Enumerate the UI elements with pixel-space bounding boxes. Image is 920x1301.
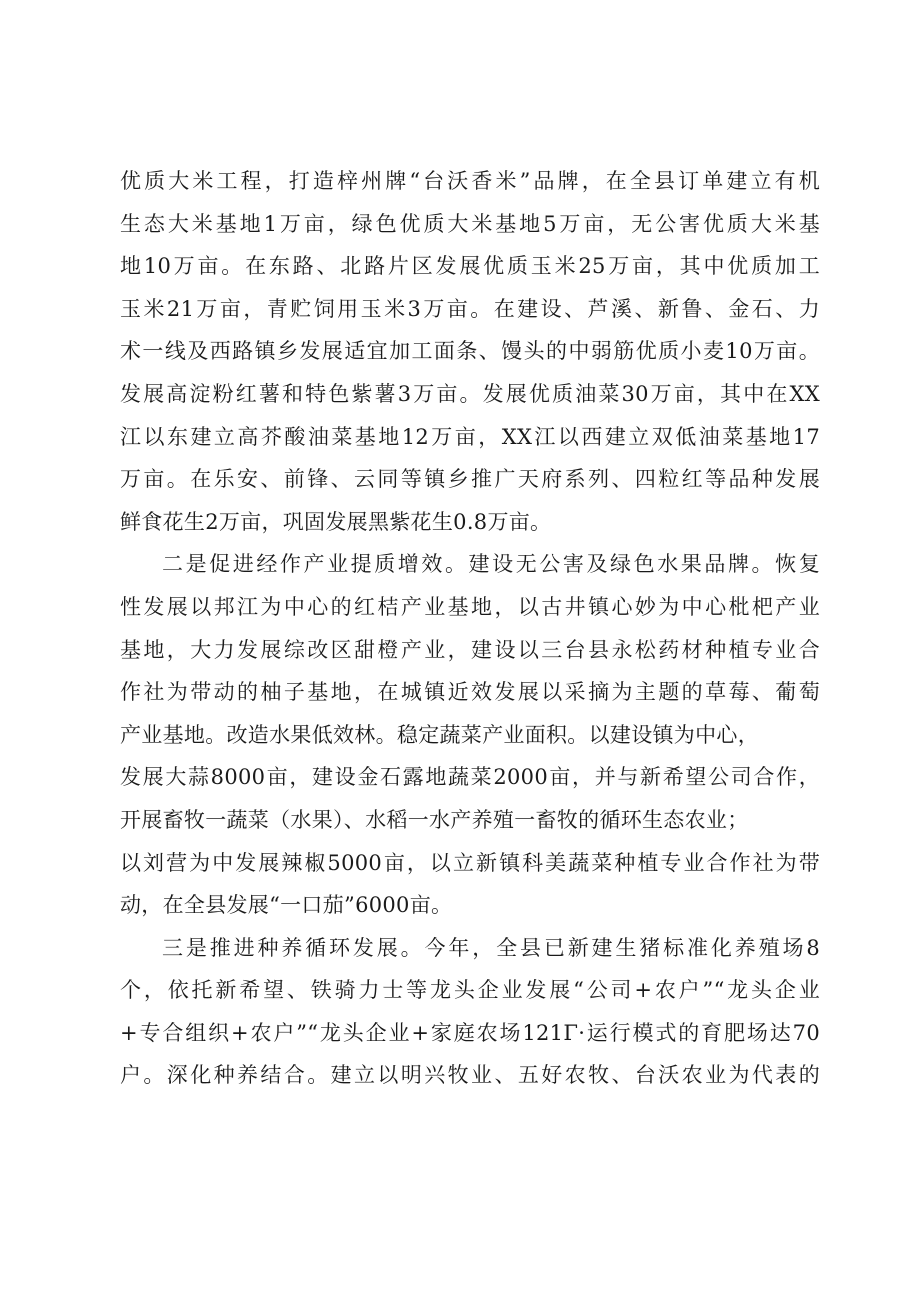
text-line: 万亩。在乐安、前锋、云同等镇乡推广天府系列、四粒红等品种发展 (120, 467, 820, 492)
text-line: 作社为带动的柚子基地，在城镇近效发展以采摘为主题的草莓、葡萄 (120, 680, 820, 705)
text-line: 基地，大力发展综改区甜橙产业，建设以三台县永松药材种植专业合 (120, 637, 820, 662)
text-line: 优质大米工程，打造梓州牌“台沃香米”品牌，在全县订单建立有机 (120, 169, 820, 193)
text-line: 性发展以邦江为中心的红桔产业基地，以古井镇心妙为中心枇杷产业 (120, 594, 820, 619)
document-body (120, 160, 820, 1097)
text-line: 户。深化种养结合。建立以明兴牧业、五好农牧、台沃农业为代表的 (120, 1063, 820, 1088)
text-line: 发展大蒜8000亩，建设金石露地蔬菜2000亩，并与新希望公司合作， (120, 765, 820, 790)
text-line: 开展畜牧一蔬菜（水果）、水稻一水产养殖一畜牧的循环生态农业； (120, 807, 749, 832)
text-line: 产业基地。改造水果低效林。稳定蔬菜产业面积。以建设镇为中心， (120, 722, 759, 747)
text-line: 个，依托新希望、铁骑力士等龙头企业发展“公司+农户”“龙头企业 (120, 978, 820, 1003)
text-line: 玉米21万亩，青贮饲用玉米3万亩。在建设、芦溪、新鲁、金石、力 (120, 296, 820, 321)
text-line: 动，在全县发展“一口茄”6000亩。 (120, 893, 453, 918)
text-line: 二是促进经作产业提质增效。建设无公害及绿色水果品牌。恢复 (162, 552, 820, 577)
text-line: 地10万亩。在东路、北路片区发展优质玉米25万亩，其中优质加工 (120, 254, 820, 279)
text-line: 发展高淀粉红薯和特色紫薯3万亩。发展优质油菜30万亩，其中在XX (120, 381, 820, 406)
text-line: 三是推进种养循环发展。今年，全县已新建生猪标准化养殖场8 (162, 935, 820, 960)
paragraph-1 (120, 160, 820, 543)
paragraph-2 (120, 543, 820, 926)
text-line: 术一线及西路镇乡发展适宜加工面条、馒头的中弱筋优质小麦10万亩。 (120, 339, 820, 364)
paragraph-3 (120, 927, 820, 1097)
text-line: 江以东建立高芥酸油菜基地12万亩，XX江以西建立双低油菜基地17 (120, 424, 820, 449)
text-line: 以刘营为中发展辣椒5000亩，以立新镇科美蔬菜种植专业合作社为带 (120, 850, 820, 875)
text-line: 生态大米基地1万亩，绿色优质大米基地5万亩，无公害优质大米基 (120, 211, 820, 236)
text-line: 鲜食花生2万亩，巩固发展黑紫花生0.8万亩。 (120, 509, 552, 534)
text-line: +专合组织+农户”“龙头企业+家庭农场121Γ·运行模式的育肥场达70 (120, 1020, 820, 1045)
